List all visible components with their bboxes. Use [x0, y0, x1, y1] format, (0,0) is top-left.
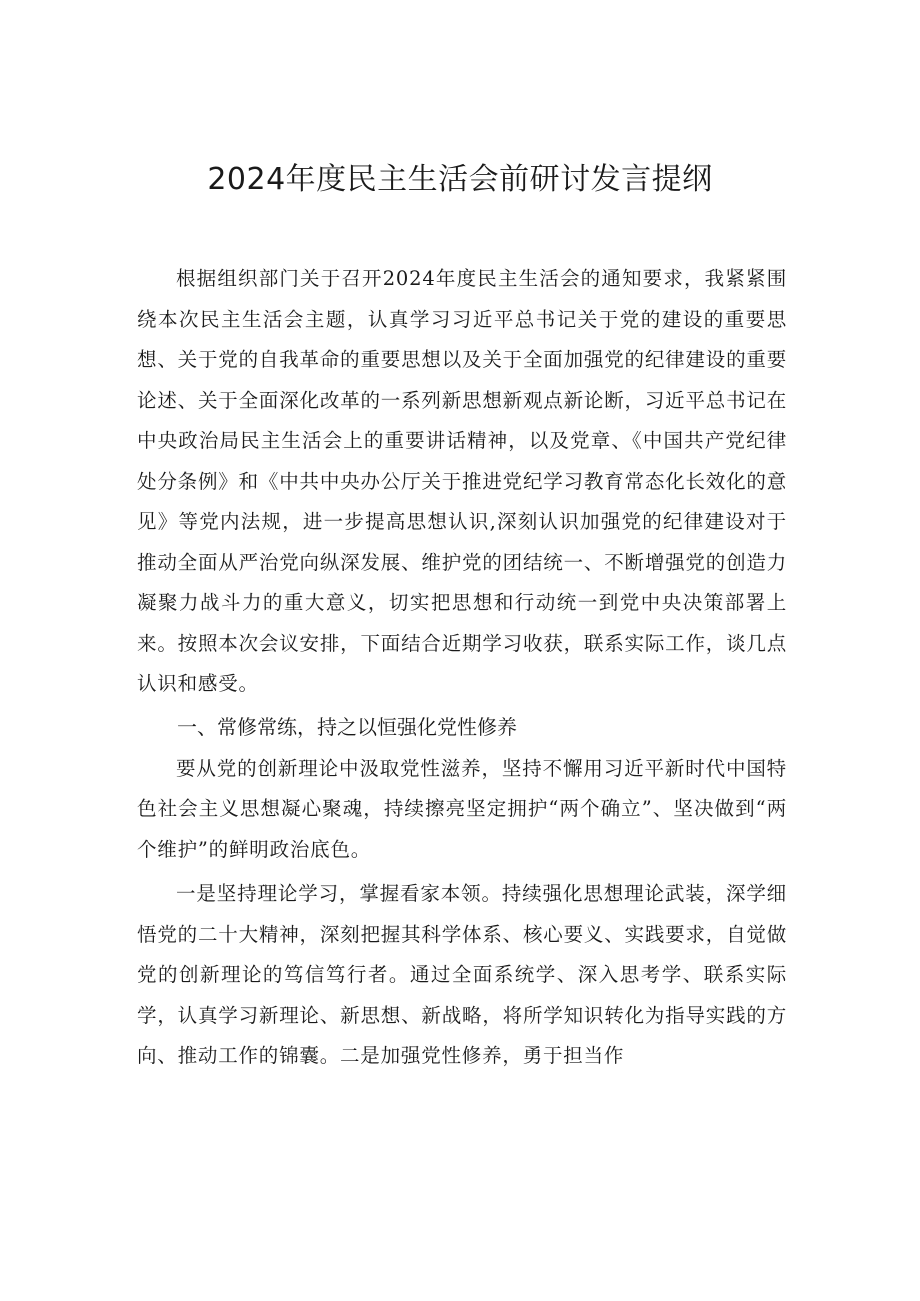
intro-paragraph: 根据组织部门关于召开2024年度民主生活会的通知要求，我紧紧围绕本次民主生活会主题，认真学习习近平总书记关于党的建设的重要思想、关于党的自我革命的重要思想以及关于全面加强党的纪律建设的重要论述、关于全面深化改革的一系列新思想新观点新论断，习近平总书记在中央政治局民主生活会上的重要讲话精神，以及党章、《中国共产党纪律处分条例》和《中共中央办公厅关于推进党纪学习教育常态化长效化的意见》等党内法规，进一步提高思想认识,深刻认识加强党的纪律建设对于推动全面从严治党向纵深发展、维护党的团结统一、不断增强党的创造力凝聚力战斗力的重大意义，切实把思想和行动统一到党中央决策部署上来。按照本次会议安排，下面结合近期学习收获，联系实际工作，谈几点认识和感受。 [137, 267, 787, 695]
document-body [137, 259, 787, 1077]
section-1-lead-paragraph: 要从党的创新理论中汲取党性滋养，坚持不懈用习近平新时代中国特色社会主义思想凝心聚魂，持续擦亮坚定拥护“两个确立”、坚决做到“两个维护”的鲜明政治底色。 [137, 756, 787, 861]
section-1-body-paragraph: 一是坚持理论学习，掌握看家本领。持续强化思想理论武装，深学细悟党的二十大精神，深刻把握其科学体系、核心要义、实践要求，自觉做党的创新理论的笃信笃行者。通过全面系统学、深入思考学、联系实际学，认真学习新理论、新思想、新战略，将所学知识转化为指导实践的方向、推动工作的锦囊。二是加强党性修养，勇于担当作 [137, 882, 787, 1067]
document-title: 2024年度民主生活会前研讨发言提纲 [207, 162, 713, 197]
section-heading-1: 一、常修常练，持之以恒强化党性修养 [177, 714, 517, 739]
